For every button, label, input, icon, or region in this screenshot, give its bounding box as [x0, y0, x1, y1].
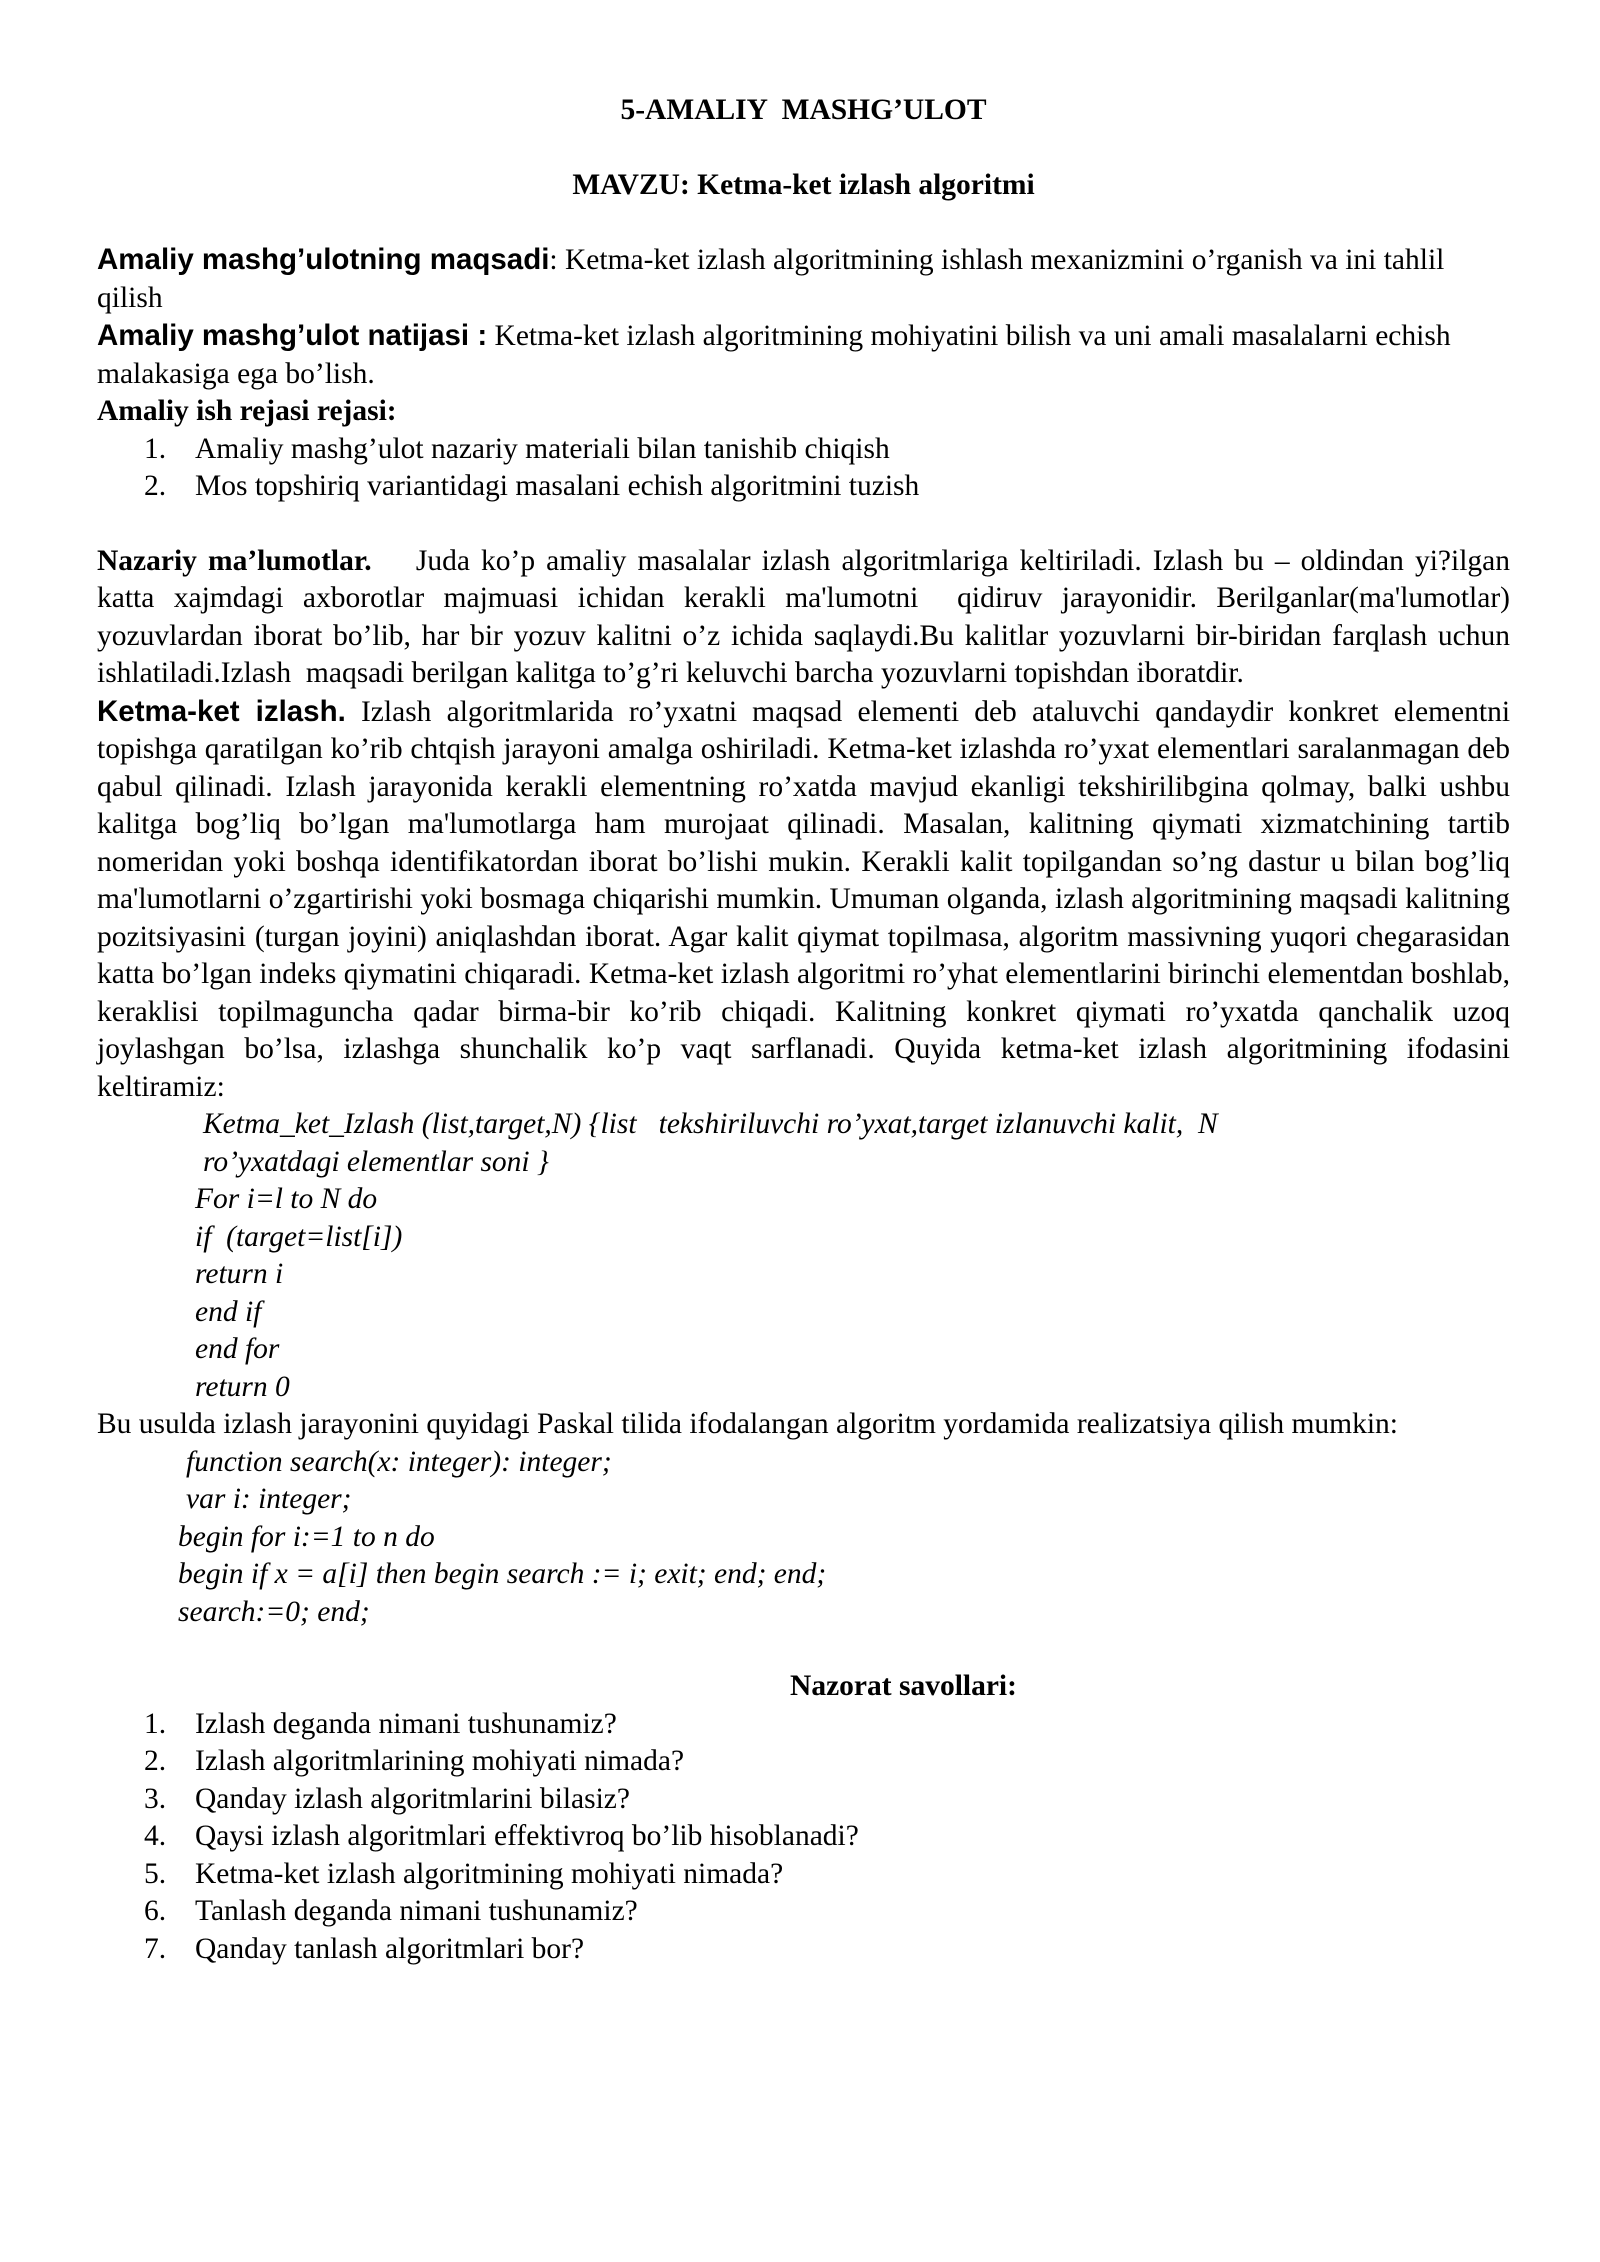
code-line: if (target=list[i]) — [195, 1220, 403, 1253]
list-item — [97, 431, 1510, 469]
sequential-label: Ketma-ket izlash. — [97, 694, 346, 728]
list-number: 1. — [144, 432, 167, 465]
document-page — [97, 92, 1518, 1968]
code-line: var i: integer; — [186, 1483, 352, 1515]
goal-label: Amaliy mashg’ulotning maqsadi — [97, 243, 550, 276]
list-item — [97, 1818, 1510, 1856]
list-item — [97, 1781, 1510, 1819]
code-line: return i — [195, 1258, 284, 1290]
sequential-text: Izlash algoritmlarida ro’yxatni maqsad elementi deb ataluvchi qandaydir konkret elementni topishga qaratilgan ko’rib chtqish jarayoni amalga oshiriladi. Ketma-ket izlashda ro’yxat elementlari saralanmagan deb qabul qilinadi. Izlash jarayonida kerakli elementning ro’xatda mavjud ekanligi tekshirilibgina qolmay, balki ushbu kalitga bog’liq bo’lgan ma'lumotlarga ham murojaat qilinadi. Masalan, kalitning qiymati xizmatchining tartib nomeridan yoki boshqa identifikatordan iborat bo’lishi mukin. Kerakli kalit topilgandan so’ng dastur u bilan bog’liq ma'lumotlarni o’zgartirishi yoki bosmaga chiqarishi mumkin. Umuman olganda, izlash algoritmining maqsadi kalitning pozitsiyasini (turgan joyini) aniqlashdan iborat. Agar kalit qiymat topilmasa, algoritm massivning yuqori chegarasidan katta bo’lgan indeks qiymatini chiqaradi. Ketma-ket izlash algoritmi ro’yhat elementlarini birinchi elementdan boshlab, keraklisi topilmaguncha qadar birma-bir ko’rib chiqadi. Kalitning konkret qiymati ro’yxatda qanchalik uzoq joylashgan bo’lsa, izlashga shunchalik ko’p vaqt sarflanadi. Quyida ketma-ket izlash algoritmining ifodasini keltiramiz: — [97, 695, 1511, 1103]
list-text: Mos topshiriq variantidagi masalani echish algoritmini tuzish — [195, 470, 920, 502]
list-text: Qanday izlash algoritmlarini bilasiz? — [195, 1782, 630, 1815]
list-number: 2. — [144, 470, 167, 502]
goal-paragraph — [97, 241, 1510, 317]
page-title: 5-AMALIY MASHG’ULOT — [620, 94, 987, 126]
pseudocode-block — [97, 1106, 1510, 1406]
code-line: function search(x: integer): integer; — [186, 1445, 612, 1478]
pascal-code-block — [97, 1444, 1510, 1632]
code-line: end for — [195, 1333, 280, 1365]
result-paragraph — [97, 317, 1510, 393]
code-line: Ketma_ket_Izlash (list,target,N) {list tekshiriluvchi ro’yxat,target izlanuvchi kalit, N — [203, 1108, 1218, 1140]
list-number: 1. — [144, 1707, 167, 1740]
list-item — [97, 468, 1510, 506]
list-text: Qaysi izlash algoritmlari effektivroq bo’lib hisoblanadi? — [195, 1820, 859, 1852]
pascal-intro: Bu usulda izlash jarayonini quyidagi Paskal tilida ifodalangan algoritm yordamida realizatsiya qilish mumkin: — [97, 1408, 1398, 1440]
list-number: 4. — [144, 1820, 167, 1852]
plan-heading: Amaliy ish rejasi rejasi: — [97, 395, 397, 427]
list-item — [97, 1893, 1510, 1931]
list-item — [97, 1856, 1510, 1894]
code-line: end if — [195, 1295, 262, 1328]
code-line: begin for i:=1 to n do — [178, 1520, 435, 1553]
list-item — [97, 1931, 1510, 1969]
goal-text: : Ketma-ket izlash algoritmining ishlash mexanizmini o’rganish va ini tahlil qilish — [97, 244, 1445, 314]
code-line: begin if x = a[i] then begin search := i; exit; end; end; — [178, 1558, 827, 1590]
questions-heading: Nazorat savollari: — [790, 1670, 1017, 1702]
list-text: Izlash algoritmlarining mohiyati nimada? — [195, 1745, 685, 1777]
list-text: Amaliy mashg’ulot nazariy materiali bilan tanishib chiqish — [195, 432, 890, 465]
result-text: Ketma-ket izlash algoritmining mohiyatini bilish va uni amali masalalarni echish malakasiga ega bo’lish. — [97, 320, 1451, 390]
list-text: Izlash deganda nimani tushunamiz? — [195, 1707, 617, 1740]
topic-heading: MAVZU: Ketma-ket izlash algoritmi — [572, 168, 1035, 201]
theory-paragraph — [97, 543, 1518, 693]
code-line: return 0 — [195, 1370, 290, 1403]
list-number: 3. — [144, 1782, 167, 1815]
code-line: For i=l to N do — [195, 1183, 378, 1215]
list-item — [97, 1706, 1510, 1744]
list-number: 7. — [144, 1932, 167, 1965]
questions-list — [97, 1706, 1510, 1969]
list-number: 2. — [144, 1745, 167, 1777]
list-number: 6. — [144, 1895, 167, 1927]
theory-text: Juda ko’p amaliy masalalar izlash algoritmlariga keltiriladi. Izlash bu – oldindan yi?ilgan katta xajmdagi axborotlar majmuasi ichidan kerakli ma'lumotni qidiruv jarayonidir. Berilganlar(ma'lumotlar) yozuvlardan iborat bo’lib, har bir yozuv kalitni o’z ichida saqlaydi.Bu kalitlar yozuvlarni bir-biridan farqlash uchun ishlatiladi.Izlash maqsadi berilgan kalitga to’g’ri keluvchi barcha yozuvlarni topishdan iboratdir. — [97, 544, 1518, 689]
theory-label: Nazariy ma’lumotlar. — [97, 544, 372, 577]
code-line: search:=0; end; — [178, 1595, 370, 1628]
sequential-paragraph — [97, 693, 1510, 1107]
list-text: Tanlash deganda nimani tushunamiz? — [195, 1895, 638, 1927]
list-text: Ketma-ket izlash algoritmining mohiyati nimada? — [195, 1857, 784, 1890]
plan-list — [97, 431, 1510, 506]
code-line: ro’yxatdagi elementlar soni } — [203, 1145, 549, 1178]
result-label: Amaliy mashg’ulot natijasi : — [97, 319, 488, 352]
list-number: 5. — [144, 1857, 167, 1890]
list-text: Qanday tanlash algoritmlari bor? — [195, 1932, 585, 1965]
list-item — [97, 1743, 1510, 1781]
